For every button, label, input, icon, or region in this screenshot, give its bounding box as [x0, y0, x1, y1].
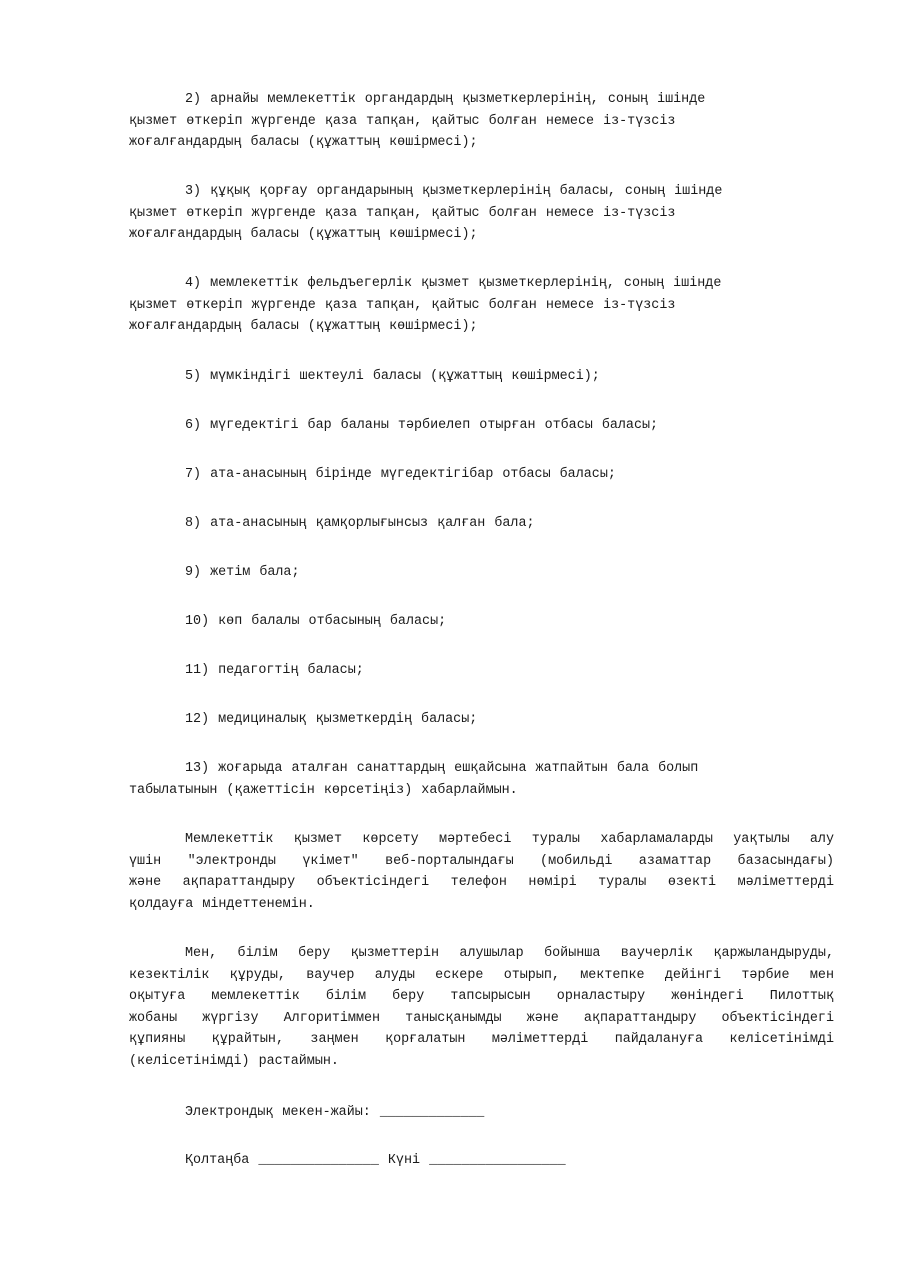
list-item: [129, 464, 834, 486]
text-line: үшін "электронды үкімет" веб-порталындағы (мобильді азаматтар базасындағы): [129, 853, 834, 869]
email-label: Электрондық мекен-жайы: _____________: [185, 1105, 485, 1120]
text-line: 6) мүгедектігі бар баланы тәрбиелеп отырған отбасы баласы;: [185, 418, 659, 433]
text-line: 13) жоғарыда аталған санаттардың ешқайсына жатпайтын бала болып: [185, 761, 699, 776]
list-item: [129, 366, 834, 388]
text-line: 9) жетім бала;: [185, 565, 300, 580]
list-item: [129, 273, 834, 338]
text-line: және ақпараттандыру объектісіндегі телефон нөмірі туралы өзекті мәліметтерді: [129, 875, 834, 890]
list-item: [129, 181, 834, 246]
list-item: [129, 709, 834, 731]
text-line: қызмет өткеріп жүргенде қаза тапқан, қайтыс болған немесе із-түзсіз: [129, 297, 676, 313]
text-line: 7) ата-анасының бірінде мүгедектігібар отбасы баласы;: [185, 467, 616, 482]
text-line: 2) арнайы мемлекеттік органдардың қызметкерлерінің, соның ішінде: [185, 92, 706, 107]
list-item: [129, 415, 834, 437]
list-item: [129, 758, 834, 801]
status-paragraph: [129, 829, 834, 915]
text-line: жоғалғандардың баласы (құжаттың көшірмесі);: [129, 227, 478, 242]
text-line: оқытуға мемлекеттік білім беру тапсырысын орналастыру жөніндегі Пилоттық: [129, 989, 834, 1004]
list-item: [129, 562, 834, 584]
list-item: [129, 513, 834, 535]
text-line: қызмет өткеріп жүргенде қаза тапқан, қайтыс болған немесе із-түзсіз: [129, 205, 676, 221]
signature-date-line: [129, 1150, 834, 1172]
text-line: құпияны құрайтын, заңмен қорғалатын мәліметтерді пайдалануға келісетінімді: [129, 1032, 834, 1047]
text-line: 12) медициналық қызметкердің баласы;: [185, 712, 478, 727]
text-line: (келісетінімді) растаймын.: [129, 1053, 339, 1069]
text-line: жоғалғандардың баласы (құжаттың көшірмесі);: [129, 319, 478, 334]
text-line: 5) мүмкіндігі шектеулі баласы (құжаттың көшірмесі);: [185, 369, 600, 384]
text-line: 3) құқық қорғау органдарының қызметкерлерінің баласы, соның ішінде: [185, 184, 723, 199]
text-line: 8) ата-анасының қамқорлығынсыз қалған бала;: [185, 516, 535, 531]
text-line: Мен, білім беру қызметтерін алушылар бойынша ваучерлік қаржыландыруды,: [185, 946, 834, 961]
text-line: қолдауға міндеттенемін.: [129, 896, 315, 912]
text-line: 10) көп балалы отбасының баласы;: [185, 614, 447, 629]
signature-label: Қолтаңба _______________ Күні _________________: [185, 1153, 566, 1168]
text-line: Мемлекеттік қызмет көрсету мәртебесі туралы хабарламаларды уақтылы алу: [185, 832, 834, 847]
text-line: 4) мемлекеттік фельдъегерлік қызмет қызметкерлерінің, соның ішінде: [185, 276, 722, 291]
text-line: жобаны жүргізу Алгоритіммен танысқанымды және ақпараттандыру объектісіндегі: [129, 1010, 834, 1026]
list-item: [129, 611, 834, 633]
text-line: 11) педагогтің баласы;: [185, 663, 364, 678]
list-item: [129, 660, 834, 682]
email-field-line: [129, 1102, 834, 1124]
list-item: [129, 89, 834, 154]
text-line: қызмет өткеріп жүргенде қаза тапқан, қайтыс болған немесе із-түзсіз: [129, 113, 676, 129]
consent-paragraph: [129, 943, 834, 1072]
text-line: табылатынын (қажеттісін көрсетіңіз) хабарлаймын.: [129, 782, 518, 798]
text-line: кезектілік құруды, ваучер алуды ескере отырып, мектепке дейінгі тәрбие мен: [129, 967, 834, 983]
text-line: жоғалғандардың баласы (құжаттың көшірмесі);: [129, 135, 478, 150]
